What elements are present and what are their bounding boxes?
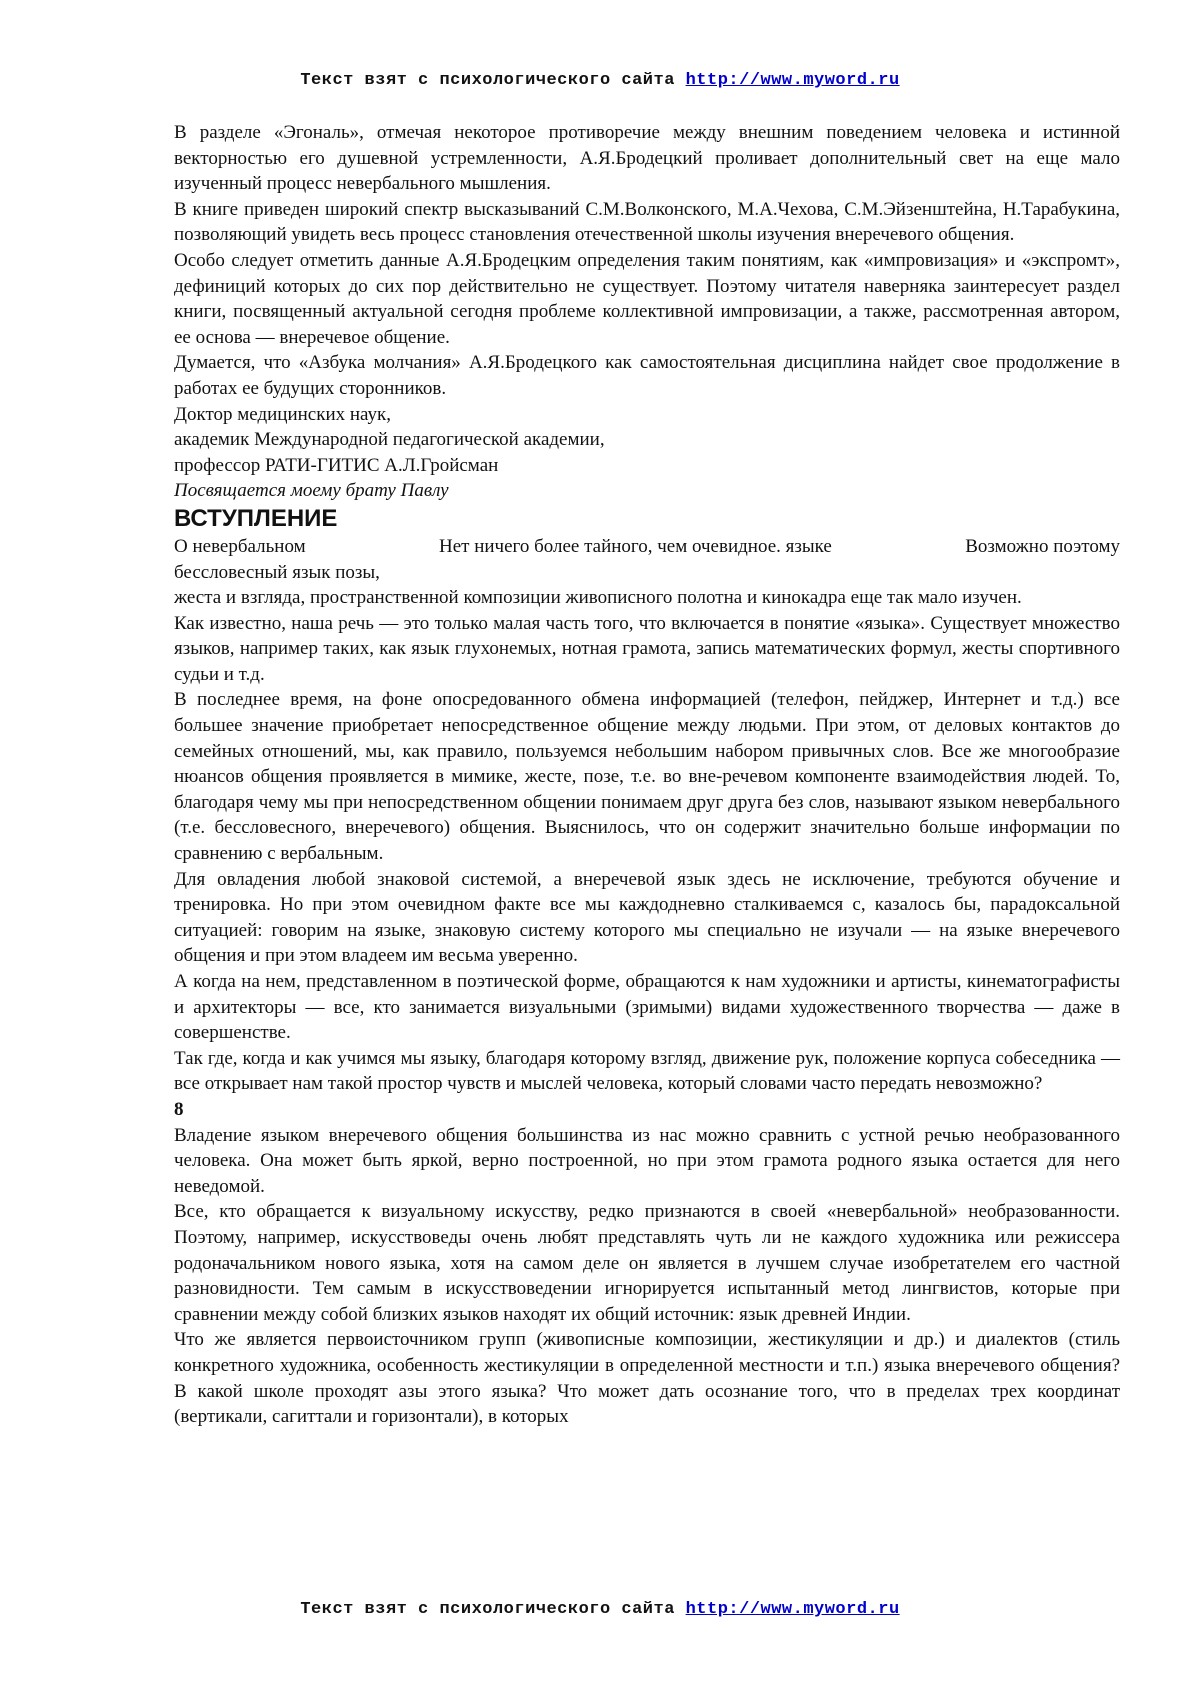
paragraph: Как известно, наша речь — это только малая часть того, что включается в понятие «языка». Существует множество языков, например таких, как язык глухонемых, нотная грамота, запись математических формул, жесты спортивного судьи и т.д. — [174, 612, 1120, 685]
footer-text: Текст взят с психологического сайта — [300, 1600, 675, 1619]
paragraph: Особо следует отметить данные А.Я.Бродецким определения таким понятиям, как «импровизация» и «экспромт», дефиниций которых до сих пор действительно не существует. Поэтому читателя наверняка заинтересует раздел книги, посвященный актуальной сегодня проблеме коллективной импровизации, а также, рассмотренная автором, ее основа — внеречевое общение. — [174, 249, 1120, 348]
dedication: Посвящается моему брату Павлу — [174, 480, 449, 502]
page-footer — [0, 1600, 1200, 1619]
paragraph: В последнее время, на фоне опосредованного обмена информацией (телефон, пейджер, Интернет и т.д.) все большее значение приобретает непосредственное общение между людьми. При этом, от деловых контактов до семейных отношений, мы, как правило, пользуемся небольшим набором привычных слов. Все же многообразие нюансов общения проявляется в мимике, жесте, позе, т.е. во вне-речевом компоненте взаимодействия людей. То, благодаря чему мы при непосредственном общении понимаем друг друга без слов, называют языком невербального (т.е. бессловесного, внеречевого) общения. Выяснилось, что он содержит значительно больше информации по сравнению с вербальным. — [174, 689, 1120, 865]
paragraph: В разделе «Эгональ», отмечая некоторое противоречие между внешним поведением человека и истинной векторностью его душевной устремленности, А.Я.Бродецкий проливает дополнительный свет на еще мало изученный процесс невербального мышления. — [174, 122, 1120, 195]
column-fragment-b: Нет ничего более тайного, чем очевидное. языке — [438, 535, 832, 557]
header-text: Текст взят с психологического сайта — [300, 71, 675, 90]
paragraph: жеста и взгляда, пространственной композиции живописного полотна и кинокадра еще так мало изучен. — [174, 587, 1022, 609]
paragraph: бессловесный язык позы, — [174, 561, 380, 583]
signature-line: Доктор медицинских наук, — [174, 403, 391, 425]
column-fragment-row — [174, 534, 1120, 560]
signature-line: академик Международной педагогической академии, — [174, 429, 605, 451]
page-header — [0, 71, 1200, 90]
paragraph: Все, кто обращается к визуальному искусству, редко признаются в своей «невербальной» необразованности. Поэтому, например, искусствоведы очень любят представлять чуть ли не каждого художника или режиссера родоначальником нового языка, хотя на самом деле он является в лучшем случае изобретателем его частной разновидности. Тем самым в искусствоведении игнорируется испытанный метод лингвистов, которые при сравнении между собой близких языков находят их общий источник: язык древней Индии. — [174, 1201, 1120, 1325]
paragraph: Что же является первоисточником групп (живописные композиции, жестикуляции и др.) и диалектов (стиль конкретного художника, особенность жестикуляции в определенной местности и т.п.) языка внеречевого общения? В какой школе проходят азы этого языка? Что может дать осознание того, что в пределах трех координат (вертикали, сагиттали и горизонтали), в которых — [174, 1329, 1120, 1428]
page-number: 8 — [174, 1098, 184, 1120]
signature-line: профессор РАТИ-ГИТИС А.Л.Гройсман — [174, 454, 499, 476]
paragraph: Владение языком внеречевого общения большинства из нас можно сравнить с устной речью необразованного человека. Она может быть яркой, верно построенной, но при этом грамота родного языка остается для него неведомой. — [174, 1124, 1120, 1197]
column-fragment-c: Возможно поэтому — [965, 535, 1120, 557]
page-content — [174, 120, 1120, 1430]
paragraph: Так где, когда и как учимся мы языку, благодаря которому взгляд, движение рук, положение корпуса собеседника — все открывает нам такой простор чувств и мыслей человека, который словами часто передать невозможно? — [174, 1047, 1120, 1095]
footer-link[interactable]: http://www.myword.ru — [685, 1600, 900, 1619]
column-fragment-a: О невербальном — [174, 535, 306, 557]
header-link[interactable]: http://www.myword.ru — [685, 71, 900, 90]
section-title: ВСТУПЛЕНИЕ — [174, 504, 338, 532]
paragraph: Думается, что «Азбука молчания» А.Я.Бродецкого как самостоятельная дисциплина найдет свое продолжение в работах ее будущих сторонников. — [174, 352, 1120, 399]
paragraph: Для овладения любой знаковой системой, а внеречевой язык здесь не исключение, требуются обучение и тренировка. Но при этом очевидном факте все мы каждодневно сталкиваемся с, казалось бы, парадоксальной ситуацией: говорим на языке, знаковую систему которого мы специально не изучали — на языке внеречевого общения и при этом владеем им весьма уверенно. — [174, 868, 1120, 967]
paragraph: А когда на нем, представленном в поэтической форме, обращаются к нам художники и артисты, кинематографисты и архитекторы — все, кто занимается визуальными (зримыми) видами художественного творчества — даже в совершенстве. — [174, 971, 1120, 1044]
paragraph: В книге приведен широкий спектр высказываний С.М.Волконского, М.А.Чехова, С.М.Эйзенштейна, Н.Тарабукина, позволяющий увидеть весь процесс становления отечественной школы изучения внеречевого общения. — [174, 198, 1120, 246]
